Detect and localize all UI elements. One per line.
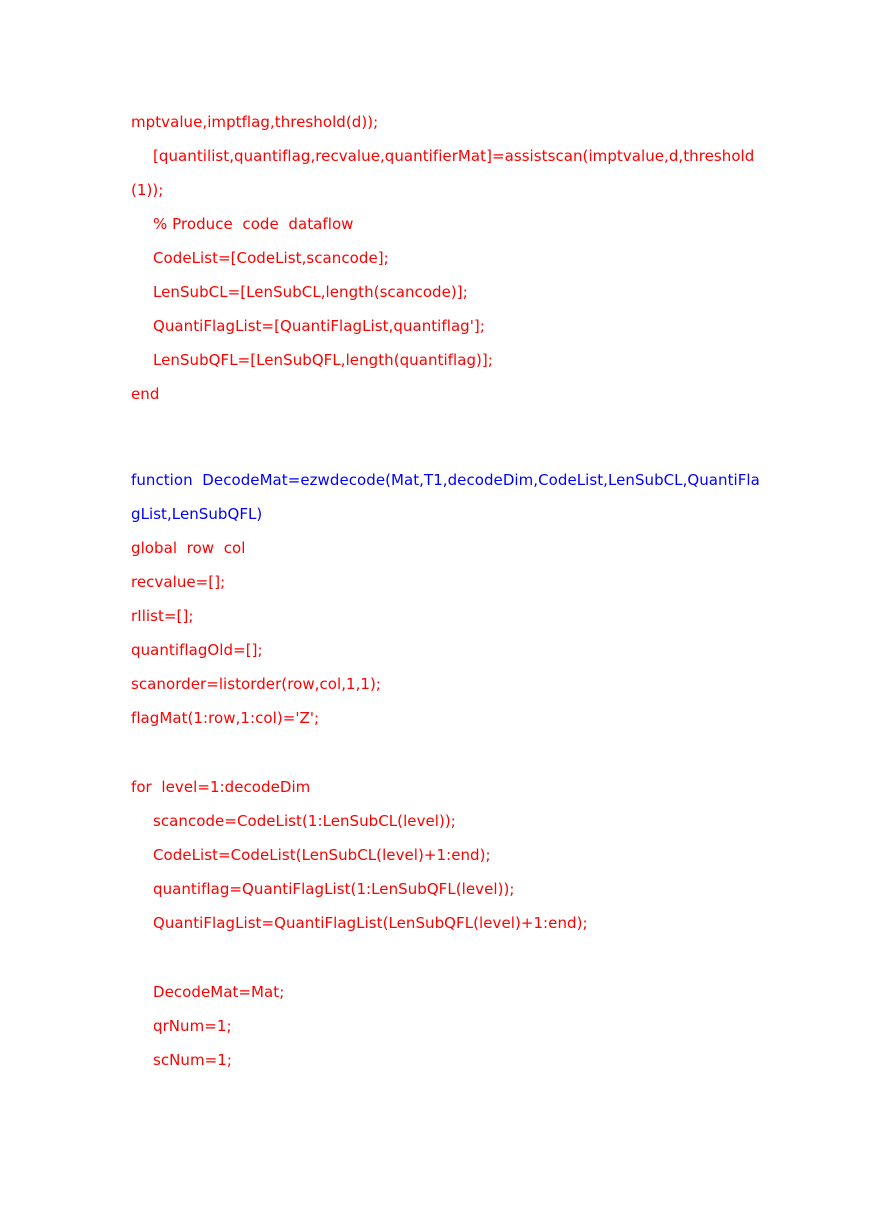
code-line: qrNum=1;: [153, 1017, 232, 1035]
code-line: CodeList=[CodeList,scancode];: [153, 249, 389, 267]
code-line: recvalue=[];: [131, 573, 226, 591]
code-line: scancode=CodeList(1:LenSubCL(level));: [153, 812, 456, 830]
code-line: CodeList=CodeList(LenSubCL(level)+1:end);: [153, 846, 491, 864]
code-line: (1));: [131, 181, 164, 199]
code-line: QuantiFlagList=QuantiFlagList(LenSubQFL(level)+1:end);: [153, 914, 588, 932]
code-line: flagMat(1:row,1:col)='Z';: [131, 709, 320, 727]
code-line: LenSubCL=[LenSubCL,length(scancode)];: [153, 283, 468, 301]
code-comment: % Produce code dataflow: [153, 215, 354, 233]
code-line: for level=1:decodeDim: [131, 778, 311, 796]
code-line: mptvalue,imptflag,threshold(d));: [131, 113, 379, 131]
code-line: scanorder=listorder(row,col,1,1);: [131, 675, 382, 693]
code-line: scNum=1;: [153, 1051, 232, 1069]
code-line: DecodeMat=Mat;: [153, 983, 285, 1001]
code-line: LenSubQFL=[LenSubQFL,length(quantiflag)];: [153, 351, 493, 369]
code-line: rIlist=[];: [131, 607, 194, 625]
function-signature-cont: gList,LenSubQFL): [131, 505, 263, 523]
code-line: QuantiFlagList=[QuantiFlagList,quantiflag'];: [153, 317, 485, 335]
code-line: [quantilist,quantiflag,recvalue,quantifierMat]=assistscan(imptvalue,d,threshold: [153, 147, 755, 165]
code-line: quantiflagOld=[];: [131, 641, 263, 659]
code-line: global row col: [131, 539, 246, 557]
code-line: quantiflag=QuantiFlagList(1:LenSubQFL(level));: [153, 880, 515, 898]
code-line: end: [131, 385, 160, 403]
function-signature: function DecodeMat=ezwdecode(Mat,T1,decodeDim,CodeList,LenSubCL,QuantiFla: [131, 471, 760, 489]
